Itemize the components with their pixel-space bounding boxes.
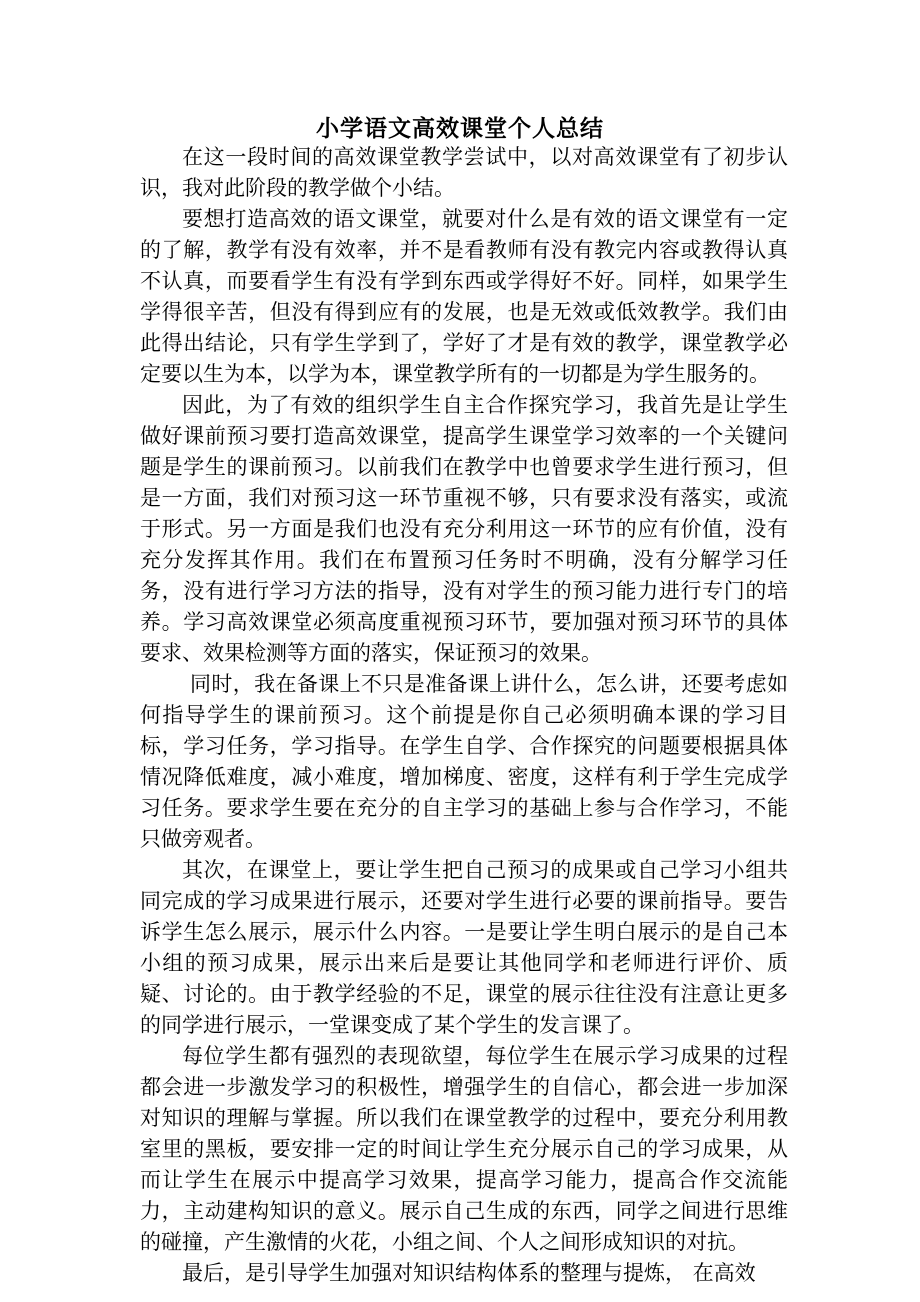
paragraph-2: 要想打造高效的语文课堂，就要对什么是有效的语文课堂有一定的了解，教学有没有效率，并不是看教师有没有教完内容或教得认真不认真，而要看学生有没有学到东西或学得好不好。同样，如果学生学得很辛苦，但没有得到应有的发展，也是无效或低效教学。我们由此得出结论，只有学生学到了，学好了才是有效的教学，课堂教学必定要以生为本，以学为本，课堂教学所有的一切都是为学生服务的。 bbox=[140, 207, 788, 386]
paragraph-4: 同时，我在备课上不只是准备课上讲什么，怎么讲，还要考虑如何指导学生的课前预习。这个前提是你自己必须明确本课的学习目标，学习任务，学习指导。在学生自学、合作探究的问题要根据具体情况降低难度，减小难度，增加梯度、密度，这样有利于学生完成学习任务。要求学生要在充分的自主学习的基础上参与合作学习，不能只做旁观者。 bbox=[140, 672, 788, 851]
paragraph-6: 每位学生都有强烈的表现欲望，每位学生在展示学习成果的过程都会进一步激发学习的积极性，增强学生的自信心，都会进一步加深对知识的理解与掌握。所以我们在课堂教学的过程中，要充分利用教室里的黑板，要安排一定的时间让学生充分展示自己的学习成果，从而让学生在展示中提高学习效果，提高学习能力，提高合作交流能力，主动建构知识的意义。展示自己生成的东西，同学之间进行思维的碰撞，产生激情的火花，小组之间、个人之间形成知识的对抗。 bbox=[140, 1044, 788, 1254]
document-title: 小学语文高效课堂个人总结 bbox=[316, 115, 604, 142]
paragraph-3: 因此，为了有效的组织学生自主合作探究学习，我首先是让学生做好课前预习要打造高效课堂，提高学生课堂学习效率的一个关键问题是学生的课前预习。以前我们在教学中也曾要求学生进行预习，但是一方面，我们对预习这一环节重视不够，只有要求没有落实，或流于形式。另一方面是我们也没有充分利用这一环节的应有价值，没有充分发挥其作用。我们在布置预习任务时不明确，没有分解学习任务，没有进行学习方法的指导，没有对学生的预习能力进行专门的培养。学习高效课堂必须高度重视预习环节，要加强对预习环节的具体要求、效果检测等方面的落实，保证预习的效果。 bbox=[140, 393, 788, 665]
paragraph-1: 在这一段时间的高效课堂教学尝试中，以对高效课堂有了初步认识，我对此阶段的教学做个小结。 bbox=[140, 145, 788, 200]
paragraph-5: 其次，在课堂上，要让学生把自己预习的成果或自己学习小组共同完成的学习成果进行展示，还要对学生进行必要的课前指导。要告诉学生怎么展示，展示什么内容。一是要让学生明白展示的是自己本小组的预习成果，展示出来后是要让其他同学和老师进行评价、质疑、讨论的。由于教学经验的不足，课堂的展示往往没有注意让更多的同学进行展示，一堂课变成了某个学生的发言课了。 bbox=[140, 858, 788, 1037]
document-body bbox=[140, 142, 788, 1289]
paragraph-7: 最后，是引导学生加强对知识结构体系的整理与提炼， 在高效 bbox=[182, 1261, 756, 1285]
